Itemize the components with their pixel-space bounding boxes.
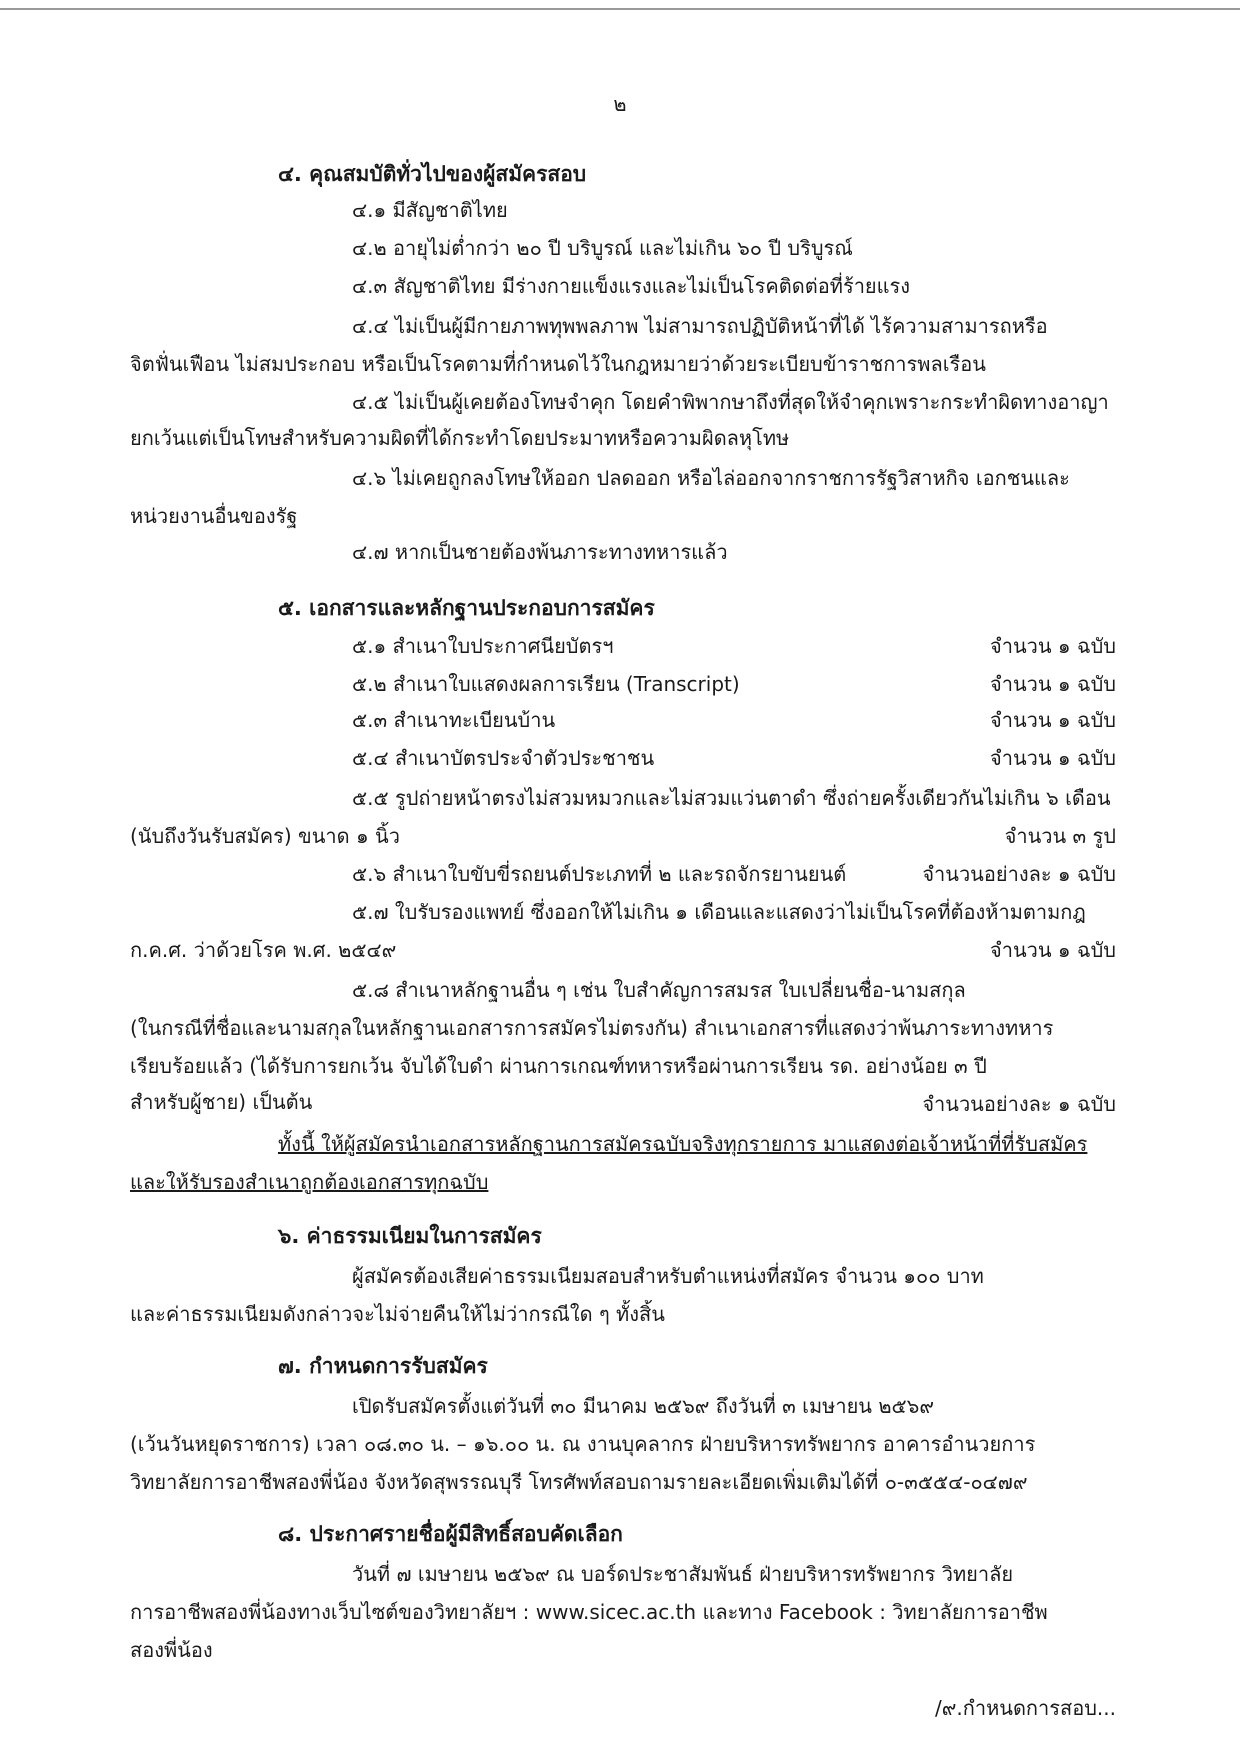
s5-item-5-count: จำนวน ๓ รูป: [1004, 824, 1116, 848]
s7-paragraph-line2: (เว้นวันหยุดราชการ) เวลา ๐๘.๓๐ น. – ๑๖.๐๐ น. ณ งานบุคลากร ฝ่ายบริหารทรัพยากร อาคารอำนวยการ: [130, 1432, 1036, 1456]
s5-item-8-line2: (ในกรณีที่ชื่อและนามสกุลในหลักฐานเอกสารการสมัครไม่ตรงกัน) สำเนาเอกสารที่แสดงว่าพ้นภาระทางทหาร: [130, 1016, 1054, 1040]
s4-item-1: ๔.๑ มีสัญชาติไทย: [352, 198, 508, 222]
section-4-heading: ๔. คุณสมบัติทั่วไปของผู้สมัครสอบ: [278, 162, 587, 186]
s5-item-5-line2: (นับถึงวันรับสมัคร) ขนาด ๑ นิ้ว: [130, 824, 400, 848]
s5-item-7-line2: ก.ค.ศ. ว่าด้วยโรค พ.ศ. ๒๕๔๙: [130, 938, 397, 962]
page-number: ๒: [613, 92, 627, 116]
s5-item-8-line3: เรียบร้อยแล้ว (ได้รับการยกเว้น จับได้ใบดำ ผ่านการเกณฑ์ทหารหรือผ่านการเรียน รด. อย่างน้อย ๓ ปี: [130, 1054, 987, 1078]
s5-item-5-line1: ๕.๕ รูปถ่ายหน้าตรงไม่สวมหมวกและไม่สวมแว่นตาดำ ซึ่งถ่ายครั้งเดียวกันไม่เกิน ๖ เดือน: [352, 786, 1111, 810]
s5-item-3: ๕.๓ สำเนาทะเบียนบ้าน: [352, 708, 556, 732]
section-8-heading: ๘. ประกาศรายชื่อผู้มีสิทธิ์สอบคัดเลือก: [278, 1522, 623, 1546]
s5-note-line2: และให้รับรองสำเนาถูกต้องเอกสารทุกฉบับ: [130, 1170, 489, 1194]
continuation-footer: /๙.กำหนดการสอบ...: [935, 1696, 1116, 1720]
s5-item-2: ๕.๒ สำเนาใบแสดงผลการเรียน (Transcript): [352, 672, 740, 696]
s5-item-4-count: จำนวน ๑ ฉบับ: [990, 746, 1116, 770]
s5-item-8-line1: ๕.๘ สำเนาหลักฐานอื่น ๆ เช่น ใบสำคัญการสมรส ใบเปลี่ยนชื่อ-นามสกุล: [352, 978, 966, 1002]
s8-paragraph-line2: การอาชีพสองพี่น้องทางเว็บไซต์ของวิทยาลัยฯ : www.sicec.ac.th และทาง Facebook : วิทยาลัยการอาชีพ: [130, 1600, 1048, 1624]
s4-item-4-line1: ๔.๔ ไม่เป็นผู้มีกายภาพทุพพลภาพ ไม่สามารถปฏิบัติหน้าที่ได้ ไร้ความสามารถหรือ: [352, 314, 1048, 338]
s7-paragraph-line1: เปิดรับสมัครตั้งแต่วันที่ ๓๐ มีนาคม ๒๕๖๙ ถึงวันที่ ๓ เมษายน ๒๕๖๙: [352, 1394, 935, 1418]
s5-item-1: ๕.๑ สำเนาใบประกาศนียบัตรฯ: [352, 634, 614, 658]
s5-item-7-count: จำนวน ๑ ฉบับ: [990, 938, 1116, 962]
s5-item-8-line4: สำหรับผู้ชาย) เป็นต้น: [130, 1090, 313, 1114]
s6-paragraph-line1: ผู้สมัครต้องเสียค่าธรรมเนียมสอบสำหรับตำแหน่งที่สมัคร จำนวน ๑๐๐ บาท: [352, 1264, 984, 1288]
s7-paragraph-line3: วิทยาลัยการอาชีพสองพี่น้อง จังหวัดสุพรรณบุรี โทรศัพท์สอบถามรายละเอียดเพิ่มเติมได้ที่ ๐-๓๕๕๔-๐๔๗๙: [130, 1470, 1028, 1494]
s8-paragraph-line1: วันที่ ๗ เมษายน ๒๕๖๙ ณ บอร์ดประชาสัมพันธ์ ฝ่ายบริหารทรัพยากร วิทยาลัย: [352, 1562, 1014, 1586]
s4-item-7: ๔.๗ หากเป็นชายต้องพ้นภาระทางทหารแล้ว: [352, 540, 728, 564]
s4-item-5-line2: ยกเว้นแต่เป็นโทษสำหรับความผิดที่ได้กระทำโดยประมาทหรือความผิดลหุโทษ: [130, 426, 790, 450]
s8-paragraph-line3: สองพี่น้อง: [130, 1638, 213, 1662]
s5-item-3-count: จำนวน ๑ ฉบับ: [990, 708, 1116, 732]
s5-item-6-count: จำนวนอย่างละ ๑ ฉบับ: [922, 862, 1116, 886]
section-5-heading: ๕. เอกสารและหลักฐานประกอบการสมัคร: [278, 596, 655, 620]
s5-item-7-line1: ๕.๗ ใบรับรองแพทย์ ซึ่งออกให้ไม่เกิน ๑ เดือนและแสดงว่าไม่เป็นโรคที่ต้องห้ามตามกฎ: [352, 900, 1086, 924]
s5-item-4: ๕.๔ สำเนาบัตรประจำตัวประชาชน: [352, 746, 655, 770]
s4-item-3: ๔.๓ สัญชาติไทย มีร่างกายแข็งแรงและไม่เป็นโรคติดต่อที่ร้ายแรง: [352, 274, 911, 298]
s5-note-line1: ทั้งนี้ ให้ผู้สมัครนำเอกสารหลักฐานการสมัครฉบับจริงทุกรายการ มาแสดงต่อเจ้าหน้าที่ที่รับสมัคร: [278, 1132, 1088, 1156]
s4-item-2: ๔.๒ อายุไม่ต่ำกว่า ๒๐ ปี บริบูรณ์ และไม่เกิน ๖๐ ปี บริบูรณ์: [352, 236, 853, 260]
s4-item-6-line2: หน่วยงานอื่นของรัฐ: [130, 504, 298, 528]
s6-paragraph-line2: และค่าธรรมเนียมดังกล่าวจะไม่จ่ายคืนให้ไม่ว่ากรณีใด ๆ ทั้งสิ้น: [130, 1302, 665, 1326]
s4-item-4-line2: จิตฟั่นเฟือน ไม่สมประกอบ หรือเป็นโรคตามที่กำหนดไว้ในกฎหมายว่าด้วยระเบียบข้าราชการพลเรือน: [130, 352, 986, 376]
section-7-heading: ๗. กำหนดการรับสมัคร: [278, 1354, 488, 1378]
scan-top-edge: [0, 8, 1240, 10]
section-6-heading: ๖. ค่าธรรมเนียมในการสมัคร: [278, 1224, 542, 1248]
s5-item-8-count: จำนวนอย่างละ ๑ ฉบับ: [922, 1092, 1116, 1116]
s4-item-5-line1: ๔.๕ ไม่เป็นผู้เคยต้องโทษจำคุก โดยคำพิพากษาถึงที่สุดให้จำคุกเพราะกระทำผิดทางอาญา: [352, 390, 1109, 414]
s5-item-6: ๕.๖ สำเนาใบขับขี่รถยนต์ประเภทที่ ๒ และรถจักรยานยนต์: [352, 862, 847, 886]
s5-item-1-count: จำนวน ๑ ฉบับ: [990, 634, 1116, 658]
s5-item-2-count: จำนวน ๑ ฉบับ: [990, 672, 1116, 696]
s4-item-6-line1: ๔.๖ ไม่เคยถูกลงโทษให้ออก ปลดออก หรือไล่ออกจากราชการรัฐวิสาหกิจ เอกชนและ: [352, 466, 1070, 490]
